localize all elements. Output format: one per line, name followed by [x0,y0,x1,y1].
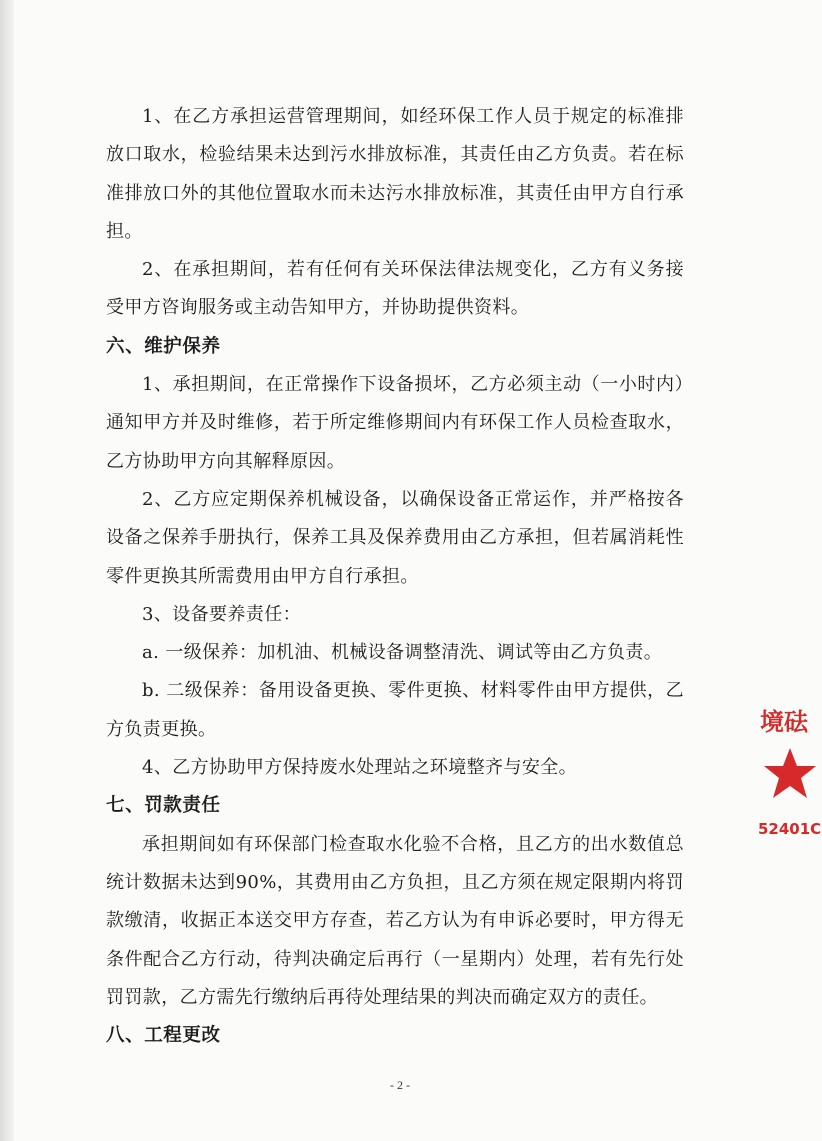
section-heading: 八、工程更改 [106,1025,221,1047]
paragraph: 2、在承担期间，若有任何有关环保法律法规变化，乙方有义务接受甲方咨询服务或主动告知甲方，并协助提供资料。 [106,259,684,319]
paragraph: 承担期间如有环保部门检查取水化验不合格，且乙方的出水数值总统计数据未达到90%，其费用由乙方负担，且乙方须在规定限期内将罚款缴清，收据正本送交甲方存查，若乙方认为有申诉必要时，甲方得无条件配合乙方行动，待判决确定后再行（一星期内）处理，若有先行处罚罚款，乙方需先行缴纳后再待处理结果的判决而确定双方的责任。 [106,833,684,1008]
paragraph: 1、承担期间，在正常操作下设备损坏，乙方必须主动（一小时内）通知甲方并及时维修，若于所定维修期间内有环保工作人员检查取水，乙方协助甲方向其解释原因。 [106,374,684,472]
company-seal [732,690,822,870]
paragraph: 2、乙方应定期保养机械设备，以确保设备正常运作，并严格按各设备之保养手册执行，保养工具及保养费用由乙方承担，但若属消耗性零件更换其所需费用由甲方自行承担。 [106,488,684,587]
seal-star-icon [762,746,818,802]
paragraph: a. 一级保养：加机油、机械设备调整清洗、调试等由乙方负责。 [142,642,663,664]
document-body [106,98,684,1055]
section-heading: 七、罚款责任 [106,795,221,817]
section-heading: 六、维护保养 [106,335,221,357]
seal-text-bottom: 52401C [758,820,822,838]
page-number: - 2 - [390,1078,410,1092]
paragraph: 4、乙方协助甲方保持废水处理站之环境整齐与安全。 [142,757,578,779]
seal-text-top: 境砝 [760,707,808,736]
scan-edge-shadow [0,0,14,1141]
paragraph: 3、设备要养责任： [142,603,302,625]
paragraph: 1、在乙方承担运营管理期间，如经环保工作人员于规定的标准排放口取水，检验结果未达到污水排放标准，其责任由乙方负责。若在标准排放口外的其他位置取水而未达污水排放标准，其责任由甲方自行承担。 [106,106,684,242]
paragraph: b. 二级保养：备用设备更换、零件更换、材料零件由甲方提供，乙方负责更换。 [106,680,684,740]
